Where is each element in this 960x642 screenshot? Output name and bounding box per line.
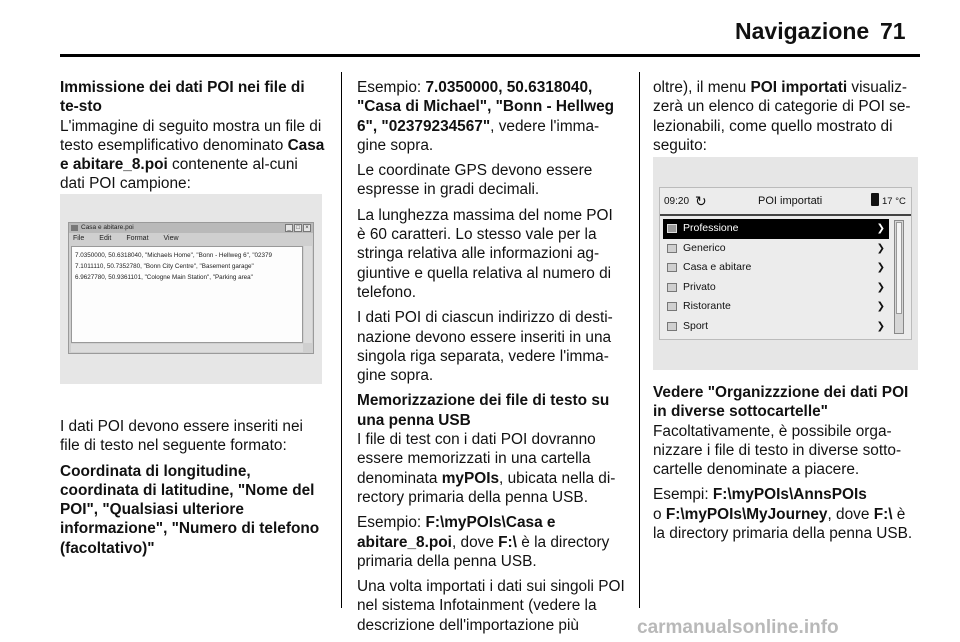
paragraph-continued: oltre), il menu POI importati visualiz-zerà un elenco di categorie di POI se-lezionabili, come quello mostrato di seguito: [653, 79, 911, 154]
minimize-icon: _ [285, 224, 293, 232]
menu-file: File [73, 235, 85, 242]
column-3 [653, 78, 921, 161]
column-1-lower [60, 417, 326, 564]
notepad-title: Casa e abitare.poi [81, 224, 134, 231]
menu-edit: Edit [99, 235, 112, 242]
scrollbar-thumb[interactable] [896, 222, 902, 314]
temperature: 17 °C [882, 196, 906, 207]
poi-screen-figure [653, 157, 918, 370]
poi-category-casa-e-abitare[interactable]: Casa e abitare ❯ [663, 258, 889, 278]
chevron-right-icon: ❯ [876, 262, 885, 273]
category-icon [667, 302, 677, 311]
poi-category-sport[interactable]: Sport ❯ [663, 317, 889, 337]
paragraph-subfolder-examples: Esempi: F:\myPOIs\AnnsPOIs o F:\myPOIs\MyJourney, dove F:\ è la directory primaria della penna USB. [653, 486, 913, 543]
poi-category-ristorante[interactable]: Ristorante ❯ [663, 297, 889, 317]
list-scrollbar[interactable] [894, 220, 904, 334]
section-title: Navigazione [735, 18, 870, 44]
menu-format: Format [126, 235, 149, 242]
paragraph-length: La lunghezza massima del nome POI è 60 caratteri. Lo stesso vale per la stringa relativa alle informazioni ag-giuntive e quella relativa al numero di telefono. [357, 206, 613, 301]
column-3-lower [653, 383, 921, 549]
paragraph-usb: I file di test con i dati POI dovranno essere memorizzati in una cartella denominata myPOIs, ubicata nella di-rectory primaria della penna USB. [357, 431, 616, 506]
paragraph-example: Esempio: 7.0350000, 50.6318040, "Casa di Michael", "Bonn - Hellweg 6", "02379234567", vedere l'imma-gine sopra. [357, 79, 615, 154]
poi-category-generico[interactable]: Generico ❯ [663, 239, 889, 259]
header-rule [60, 54, 920, 57]
heading-subfolders: Vedere "Organizzzione dei dati POI in diverse sottocartelle" [653, 384, 909, 421]
paragraph-line: I dati POI di ciascun indirizzo di desti-nazione devono essere inseriti in una singola riga separata, vedere l'imma-gine sopra. [357, 309, 613, 385]
status-separator [660, 214, 911, 216]
paragraph-usb-example: Esempio: F:\myPOIs\Casa e abitare_8.poi, dove F:\ è la directory primaria della penna USB. [357, 514, 610, 570]
column-divider-2 [639, 72, 640, 608]
poi-category-professione[interactable]: Professione ❯ [663, 219, 889, 239]
poi-category-list [663, 219, 889, 336]
watermark: carmanualsonline.info [637, 617, 839, 638]
poi-line: 7.0350000, 50.6318040, "Michaels Home", "Bonn - Hellweg 6", "02379 [75, 252, 273, 259]
category-icon [667, 263, 677, 272]
notepad-figure [60, 194, 322, 384]
column-1 [60, 78, 326, 200]
paragraph-format-intro: I dati POI devono essere inseriti nei file di testo nel seguente formato: [60, 418, 303, 455]
notepad-window [68, 222, 314, 354]
column-divider-1 [341, 72, 342, 608]
screen-title: POI importati [758, 195, 823, 207]
notepad-menu [69, 233, 313, 244]
chevron-right-icon: ❯ [876, 242, 885, 254]
notepad-horizontal-scrollbar [71, 344, 303, 352]
sync-icon: ↻ [695, 193, 707, 209]
menu-view: View [163, 235, 179, 242]
chevron-right-icon: ❯ [876, 320, 885, 332]
category-icon [667, 244, 677, 253]
format-spec: Coordinata di longitudine, coordinata di latitudine, "Nome del POI", "Qualsiasi ulteriore informazione", "Numero di telefono (facoltativo)" [60, 462, 320, 557]
page-number: 71 [880, 18, 906, 44]
poi-line: 6.9627780, 50.9361101, "Cologne Main Station", "Parking area" [75, 274, 253, 281]
notepad-titlebar [69, 223, 313, 233]
close-icon: × [303, 224, 311, 232]
chevron-right-icon: ❯ [876, 281, 885, 293]
screen-status-bar [660, 188, 911, 216]
notepad-text-area [71, 246, 303, 343]
chevron-right-icon: ❯ [876, 301, 885, 312]
paragraph-intro: L'immagine di seguito mostra un file di testo esemplificativo denominato Casa e abitare_8.poi contenente al-cuni dati POI campione: [60, 117, 325, 193]
poi-line: 7.1011110, 50.7352780, "Bonn City Centre", "Basement garage" [75, 263, 254, 270]
heading-poi-entry: Immissione dei dati POI nei file di te-sto [60, 79, 305, 116]
category-icon [667, 283, 677, 292]
phone-icon [871, 193, 879, 206]
notepad-app-icon [71, 225, 78, 231]
column-2 [357, 78, 625, 641]
poi-category-privato[interactable]: Privato ❯ [663, 278, 889, 298]
category-icon [667, 224, 677, 233]
chevron-right-icon: ❯ [876, 223, 885, 234]
category-icon [667, 322, 677, 331]
paragraph-gps: Le coordinate GPS devono essere espresse in gradi decimali. [357, 162, 593, 199]
file-name: Casa e abitare_8.poi [60, 136, 325, 174]
clock: 09:20 [664, 196, 690, 207]
notepad-vertical-scrollbar [304, 246, 312, 343]
maximize-icon: □ [294, 224, 302, 232]
infotainment-screen [659, 187, 912, 340]
paragraph-optional: Facoltativamente, è possibile orga-nizzare i file di testo in diverse sotto-cartelle denominate a piacere. [653, 422, 902, 479]
paragraph-import: Una volta importati i dati sui singoli POI nel sistema Infotainment (vedere la descrizione dell'importazione più [357, 578, 625, 634]
heading-usb: Memorizzazione dei file di testo su una penna USB [357, 392, 610, 429]
